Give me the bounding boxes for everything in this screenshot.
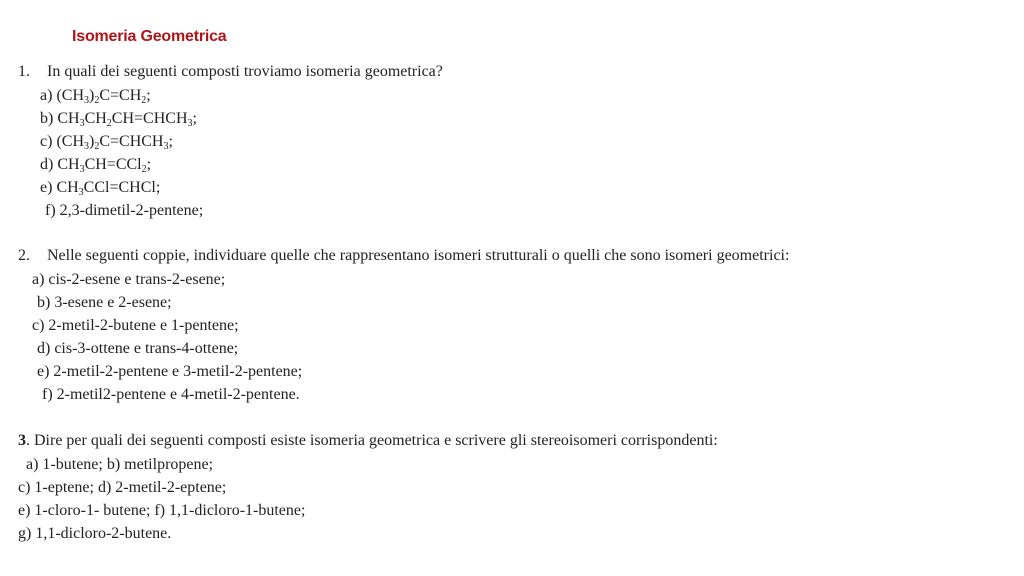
question-text: Nelle seguenti coppie, individuare quelle che rappresentano isomeri strutturali o quelli che sono isomeri geometrici: — [47, 247, 790, 264]
question-text: . Dire per quali dei seguenti composti esiste isomeria geometrica e scrivere gli stereoisomeri corrispondenti: — [26, 432, 718, 449]
question-3 — [18, 431, 718, 451]
question-2 — [18, 246, 789, 266]
q2-item-f: f) 2-metil2-pentene e 4-metil-2-pentene. — [42, 386, 300, 403]
q2-item-a: a) cis-2-esene e trans-2-esene; — [32, 271, 226, 288]
q3-item-g: g) 1,1-dicloro-2-butene. — [18, 525, 172, 542]
q2-item-d: d) cis-3-ottene e trans-4-ottene; — [37, 340, 239, 357]
q1-item-c: c) $(CH_3)_2C=CHCH_3$; — [40, 133, 173, 152]
q1-item-a: a) $(CH_3)_2C=CH_2$; — [40, 87, 151, 106]
q2-item-c: c) 2-metil-2-butene e 1-pentene; — [32, 317, 239, 334]
question-number: 3 — [18, 432, 26, 449]
page-title: Isomeria Geometrica — [72, 28, 227, 45]
question-1 — [18, 62, 443, 82]
q1-item-e: e) $CH_3CCl=CHCl$; — [40, 179, 161, 198]
question-number: 1. — [18, 63, 30, 80]
question-number: 2. — [18, 247, 30, 264]
q3-items-cd: c) 1-eptene; d) 2-metil-2-eptene; — [18, 479, 227, 496]
q1-item-b: b) $CH_3CH_2CH=CHCH_3$; — [40, 110, 197, 129]
q3-items-ef: e) 1-cloro-1- butene; f) 1,1-dicloro-1-butene; — [18, 502, 306, 519]
q2-item-e: e) 2-metil-2-pentene e 3-metil-2-pentene; — [37, 363, 303, 380]
q2-item-b: b) 3-esene e 2-esene; — [37, 294, 172, 311]
q3-items-ab: a) 1-butene; b) metilpropene; — [26, 456, 214, 473]
q1-item-f: f) 2,3-dimetil-2-pentene; — [45, 202, 204, 219]
question-text: In quali dei seguenti composti troviamo isomeria geometrica? — [47, 63, 443, 80]
q1-item-d: d) $CH_3CH=CCl_2$; — [40, 156, 152, 175]
